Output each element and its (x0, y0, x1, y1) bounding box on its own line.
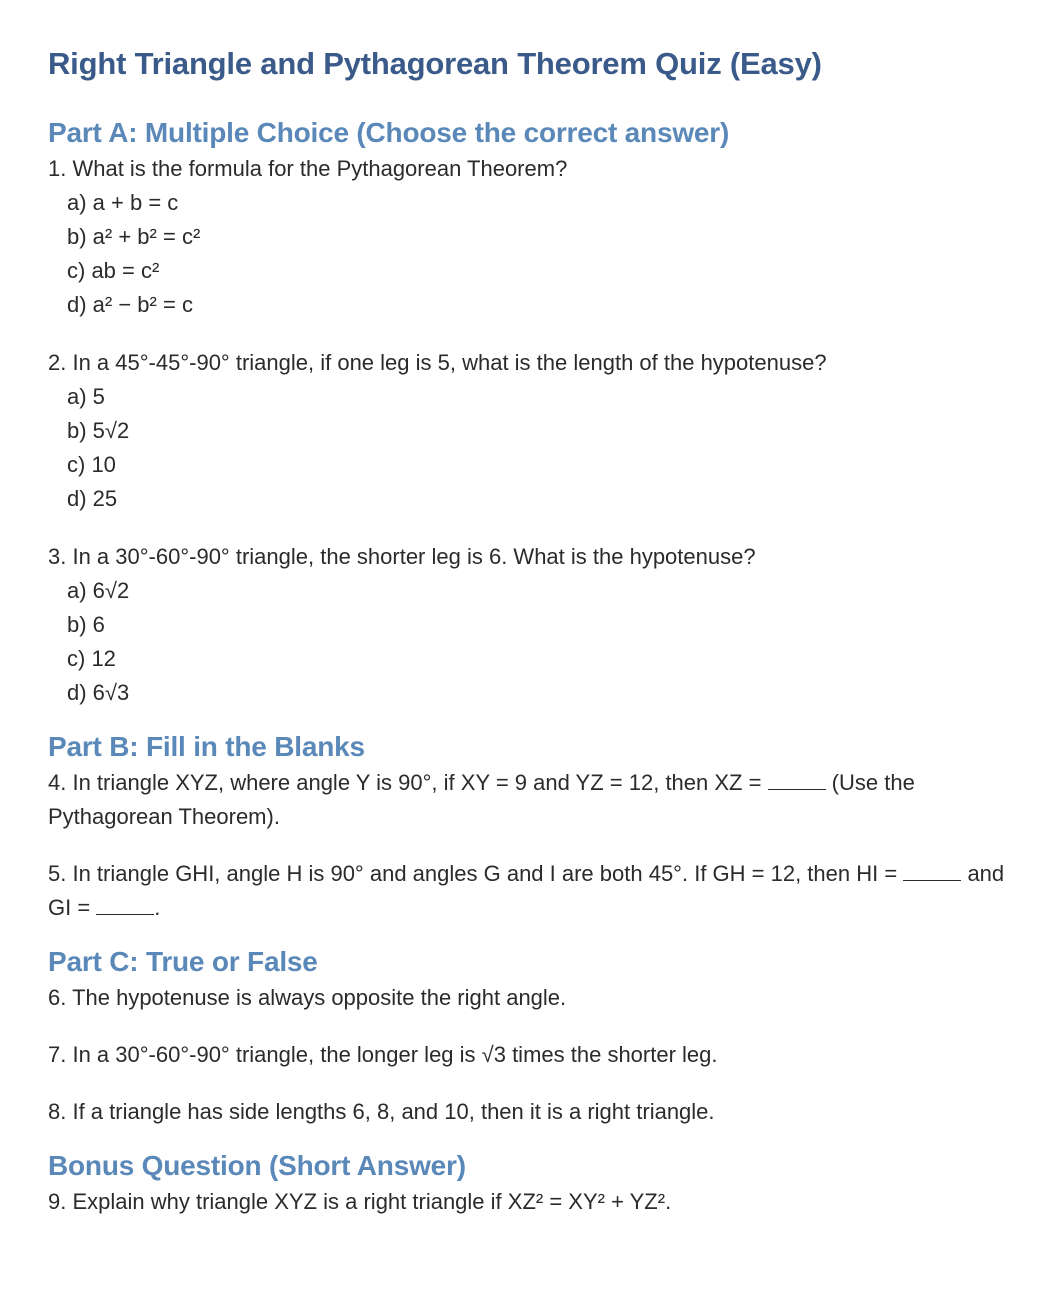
question-3-options (48, 574, 1008, 710)
option-3a: a) 6√2 (67, 578, 130, 603)
question-5-end: . (154, 895, 161, 920)
statement-8: 8. If a triangle has side lengths 6, 8, and 10, then it is a right triangle. (48, 1099, 715, 1124)
option-3b: b) 6 (67, 612, 105, 637)
question-3: 3. In a 30°-60°-90° triangle, the shorter leg is 6. What is the hypotenuse? (48, 544, 756, 569)
question-4-hint: (Use the Pythagorean Theorem). (48, 770, 915, 829)
question-4 (48, 766, 1008, 834)
question-1-options (48, 186, 1008, 322)
option-1d: d) a² − b² = c (67, 292, 193, 317)
option-1b: b) a² + b² = c² (67, 224, 201, 249)
option-2c: c) 10 (67, 452, 116, 477)
question-5-text: 5. In triangle GHI, angle H is 90° and angles G and I are both 45°. If GH = 12, then HI = (48, 861, 904, 886)
option-1a: a) a + b = c (67, 190, 179, 215)
part-a-heading: Part A: Multiple Choice (Choose the correct answer) (48, 117, 730, 148)
part-b-heading: Part B: Fill in the Blanks (48, 731, 365, 762)
option-2a: a) 5 (67, 384, 105, 409)
question-5-connector: and GI = (48, 861, 1005, 920)
option-2b: b) 5√2 (67, 418, 130, 443)
statement-6: 6. The hypotenuse is always opposite the right angle. (48, 985, 567, 1010)
bonus-heading: Bonus Question (Short Answer) (48, 1150, 466, 1181)
answer-blank-xz (768, 769, 826, 790)
answer-blank-hi (903, 860, 961, 881)
option-3c: c) 12 (67, 646, 116, 671)
answer-blank-gi (96, 894, 154, 915)
option-1c: c) ab = c² (67, 258, 160, 283)
question-5 (48, 857, 1008, 925)
bonus-question: 9. Explain why triangle XYZ is a right triangle if XZ² = XY² + YZ². (48, 1189, 672, 1214)
option-2d: d) 25 (67, 486, 118, 511)
question-4-text: 4. In triangle XYZ, where angle Y is 90°, if XY = 9 and YZ = 12, then XZ = (48, 770, 768, 795)
quiz-page (48, 42, 1008, 1219)
question-1: 1. What is the formula for the Pythagorean Theorem? (48, 156, 568, 181)
page-title: Right Triangle and Pythagorean Theorem Quiz (Easy) (48, 46, 822, 81)
option-3d: d) 6√3 (67, 680, 130, 705)
question-2-options (48, 380, 1008, 516)
question-2: 2. In a 45°-45°-90° triangle, if one leg is 5, what is the length of the hypotenuse? (48, 350, 827, 375)
statement-7: 7. In a 30°-60°-90° triangle, the longer leg is √3 times the shorter leg. (48, 1042, 718, 1067)
part-c-heading: Part C: True or False (48, 946, 318, 977)
